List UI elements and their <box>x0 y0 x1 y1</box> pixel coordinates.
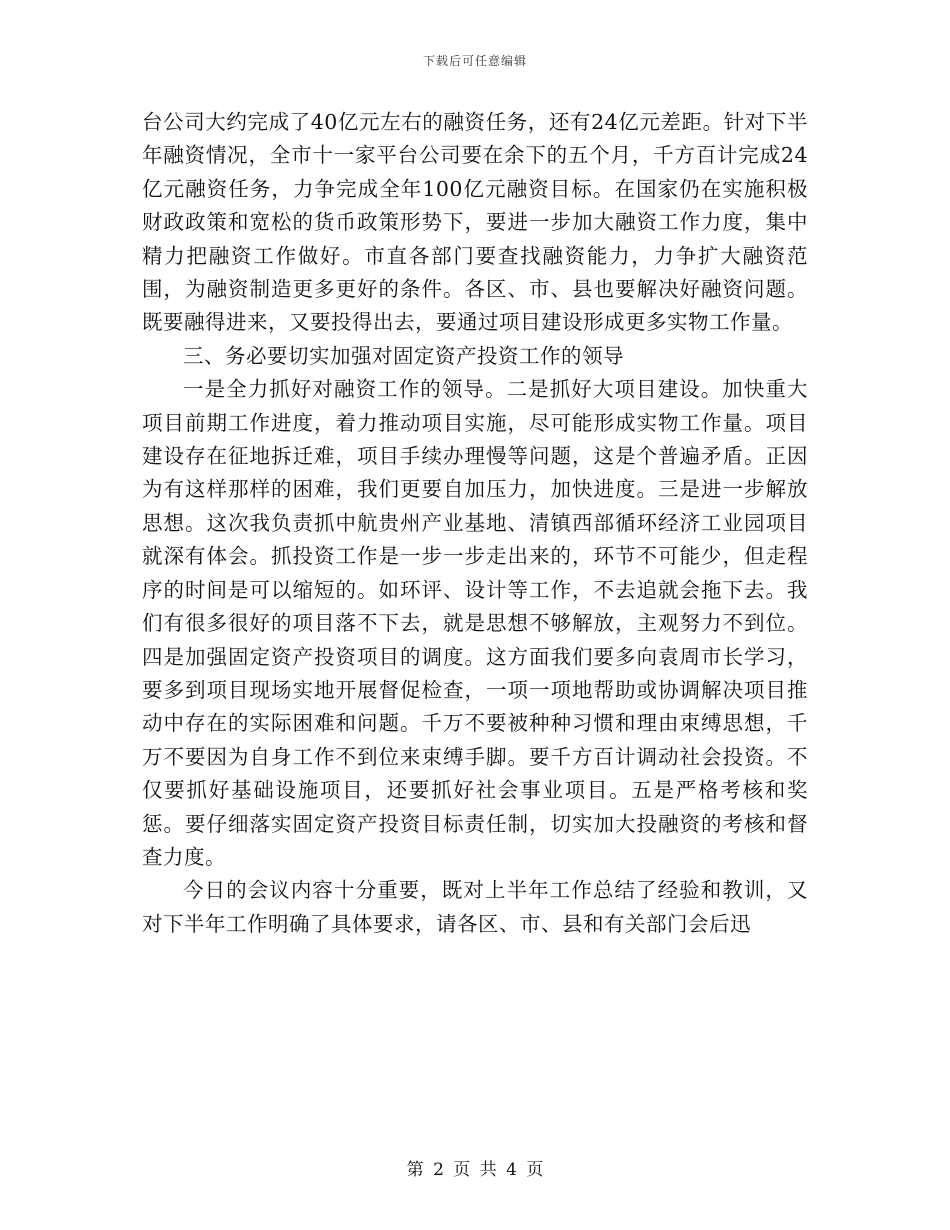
paragraph-financing-tasks: 台公司大约完成了40亿元左右的融资任务，还有24亿元差距。针对下半年融资情况，全市十一家平台公司要在余下的五个月，千方百计完成24亿元融资任务，力争完成全年100亿元融资目标。在国家仍在实施积极财政政策和宽松的货币政策形势下，要进一步加大融资工作力度，集中精力把融资工作做好。市直各部门要查找融资能力，力争扩大融资范围，为融资制造更多更好的条件。各区、市、县也要解决好融资问题。既要融得进来，又要投得出去，要通过项目建设形成更多实物工作量。 <box>142 110 808 335</box>
page-number-footer: 第 2 页 共 4 页 <box>406 1160 544 1180</box>
body-text <box>142 106 808 941</box>
header-note: 下载后可任意编辑 <box>422 54 527 68</box>
section-heading-three: 三、务必要切实加强对固定资产投资工作的领导 <box>183 343 624 368</box>
paragraph-meeting-summary: 今日的会议内容十分重要，既对上半年工作总结了经验和教训，又对下半年工作明确了具体要求，请各区、市、县和有关部门会后迅 <box>142 878 808 936</box>
paragraph-investment-leadership: 一是全力抓好对融资工作的领导。二是抓好大项目建设。加快重大项目前期工作进度，着力推动项目实施，尽可能形成实物工作量。项目建设存在征地拆迁难，项目手续办理慢等问题，这是个普遍矛盾。正因为有这样那样的困难，我们更要自加压力，加快进度。三是进一步解放思想。这次我负责抓中航贵州产业基地、清镇西部循环经济工业园项目就深有体会。抓投资工作是一步一步走出来的，环节不可能少，但走程序的时间是可以缩短的。如环评、设计等工作，不去追就会拖下去。我们有很多很好的项目落不下去，就是思想不够解放，主观努力不到位。四是加强固定资产投资项目的调度。这方面我们要多向袁周市长学习，要多到项目现场实地开展督促检查，一项一项地帮助或协调解决项目推动中存在的实际困难和问题。千万不要被种种习惯和理由束缚思想，千万不要因为自身工作不到位来束缚手脚。要千方百计调动社会投资。不仅要抓好基础设施项目，还要抓好社会事业项目。五是严格考核和奖惩。要仔细落实固定资产投资目标责任制，切实加大投融资的考核和督查力度。 <box>142 377 808 869</box>
